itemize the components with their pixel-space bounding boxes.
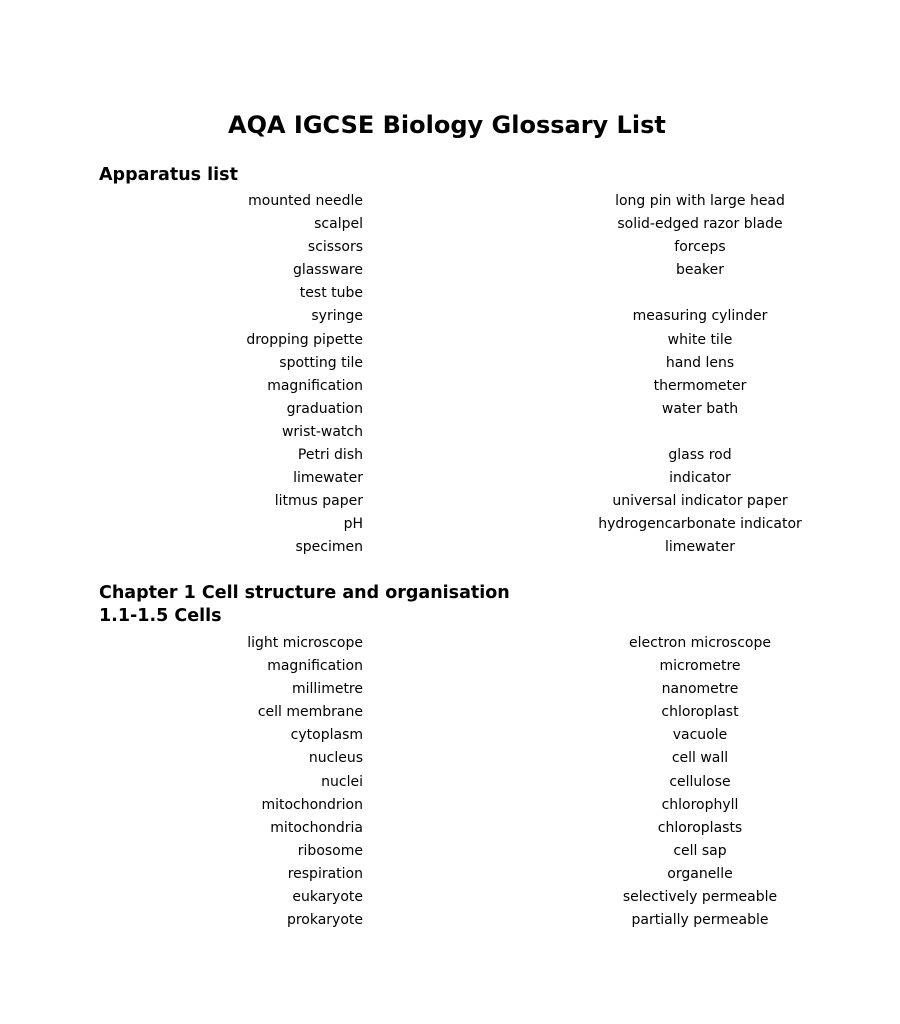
term-row — [0, 701, 768, 724]
term-right: solid-edged razor blade — [617, 216, 783, 233]
term-right: vacuole — [672, 727, 728, 744]
term-left: syringe — [311, 308, 363, 325]
term-left: respiration — [287, 865, 363, 882]
term-left: scalpel — [314, 216, 363, 233]
term-right: water bath — [661, 400, 739, 417]
cells-term-list — [0, 632, 778, 932]
term-left: glassware — [292, 262, 363, 279]
term-left: graduation — [286, 400, 363, 417]
term-right: electron microscope — [629, 635, 771, 651]
term-row — [0, 840, 768, 863]
term-right: micrometre — [659, 658, 741, 675]
term-left: spotting tile — [279, 354, 363, 371]
term-left: scissors — [307, 239, 363, 256]
term-left: eukaryote — [292, 889, 363, 906]
term-right: nanometre — [661, 681, 739, 698]
term-row — [0, 352, 768, 375]
term-left: magnification — [267, 377, 363, 394]
term-right: thermometer — [653, 377, 747, 394]
term-row — [0, 724, 768, 747]
term-left: millimetre — [292, 681, 363, 698]
term-left: wrist-watch — [281, 423, 363, 440]
term-left: specimen — [295, 539, 363, 556]
term-row — [0, 282, 768, 305]
term-row — [0, 375, 768, 398]
term-row — [0, 421, 768, 444]
term-row — [0, 236, 768, 259]
term-right: hand lens — [665, 354, 735, 371]
term-row — [0, 794, 768, 817]
term-left: dropping pipette — [246, 331, 363, 348]
term-right: selectively permeable — [622, 889, 778, 906]
term-right: cell sap — [673, 842, 727, 859]
term-row — [0, 329, 768, 352]
term-left: nuclei — [321, 773, 363, 790]
term-right: cellulose — [669, 773, 731, 790]
term-left: nucleus — [308, 750, 363, 767]
term-left: prokaryote — [286, 912, 363, 929]
term-left: limewater — [293, 470, 363, 487]
term-left: litmus paper — [274, 493, 363, 510]
term-row — [0, 213, 783, 236]
term-left: ribosome — [297, 842, 363, 859]
term-row — [0, 305, 768, 328]
term-left: Petri dish — [297, 447, 363, 464]
term-right: universal indicator paper — [612, 493, 788, 510]
chapter-heading: Chapter 1 Cell structure and organisation — [99, 583, 510, 603]
term-left: mitochondria — [270, 819, 363, 836]
term-right: cell wall — [671, 750, 729, 767]
term-row — [0, 909, 768, 932]
term-right: partially permeable — [631, 912, 769, 929]
term-right: glass rod — [668, 447, 732, 464]
term-left: light microscope — [247, 635, 363, 651]
term-right: forceps — [674, 239, 726, 256]
term-row — [0, 190, 785, 213]
term-row — [0, 467, 768, 490]
term-row — [0, 817, 768, 840]
term-left: pH — [343, 516, 363, 533]
apparatus-heading: Apparatus list — [99, 165, 238, 185]
term-row — [0, 886, 778, 909]
term-left: cell membrane — [257, 704, 363, 721]
term-row — [0, 863, 768, 886]
term-right: limewater — [665, 539, 735, 556]
term-right: indicator — [669, 470, 731, 487]
term-row — [0, 490, 788, 513]
term-row — [0, 536, 768, 559]
term-row — [0, 747, 768, 770]
term-right: chlorophyll — [661, 796, 739, 813]
term-right: hydrogencarbonate indicator — [598, 516, 802, 533]
term-row — [0, 259, 768, 282]
term-row — [0, 632, 771, 655]
apparatus-term-list — [0, 190, 802, 560]
term-right: chloroplasts — [657, 819, 743, 836]
subsection-heading: 1.1-1.5 Cells — [99, 606, 222, 626]
term-right: white tile — [667, 331, 733, 348]
term-right: long pin with large head — [615, 193, 785, 209]
term-right: organelle — [667, 865, 733, 882]
term-row — [0, 444, 768, 467]
term-row — [0, 771, 768, 794]
term-left: mitochondrion — [261, 796, 363, 813]
term-row — [0, 398, 768, 421]
term-left: test tube — [299, 285, 363, 302]
term-left: magnification — [267, 658, 363, 675]
term-right: measuring cylinder — [632, 308, 768, 325]
term-right: beaker — [675, 262, 725, 279]
term-left: cytoplasm — [290, 727, 363, 744]
term-left: mounted needle — [248, 193, 363, 209]
term-row — [0, 678, 768, 701]
term-row — [0, 513, 802, 536]
term-right: chloroplast — [661, 704, 739, 721]
term-row — [0, 655, 768, 678]
document-title: AQA IGCSE Biology Glossary List — [228, 111, 666, 139]
